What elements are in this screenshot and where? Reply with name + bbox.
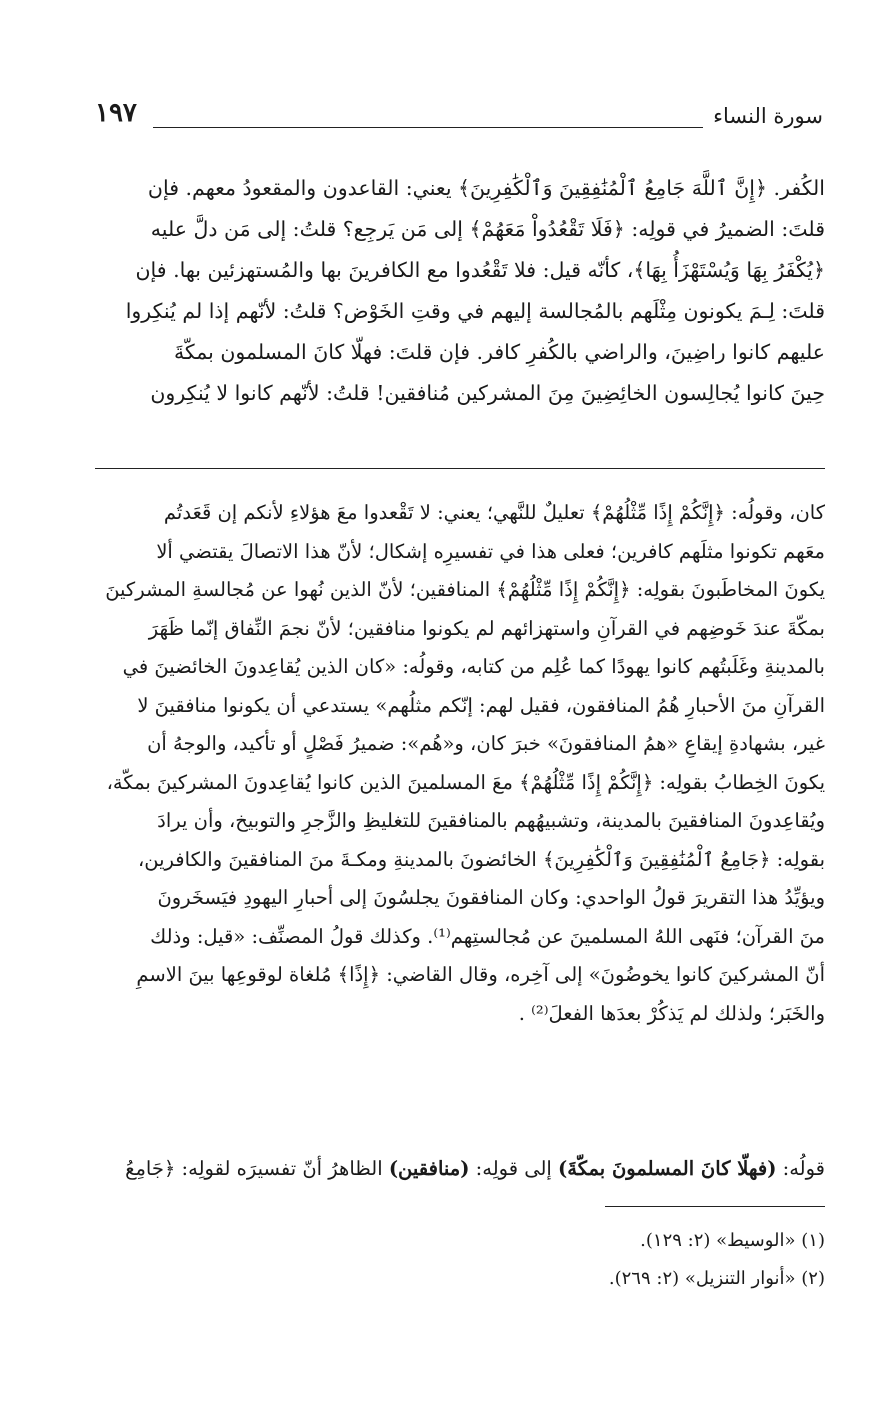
quoted-phrase: (فهلّا كانَ المسلمونَ بمكّةَ) xyxy=(558,1157,777,1180)
commentary-line: والخَبَر؛ ولذلك لم يَذكُرْ بعدَها الفعلَ⁽²⁾ . xyxy=(518,1001,825,1025)
commentary-paragraph-line xyxy=(95,1150,825,1188)
main-line: عليهم كانوا راضِينَ، والراضي بالكُفرِ كافر. فإن قلتَ: فهلّا كانَ المسلمون بمكّةَ xyxy=(173,340,825,364)
main-line: ﴿يُكْفَرُ بِهَا وَيُسْتَهْزَأُ بِهَا﴾، كأنّه قيل: فلا تَقْعُدوا مع الكافرينَ بها والمُستهزئين بها. فإن xyxy=(135,258,825,282)
footnote: (١) «الوسيط» (٢: ١٢٩). xyxy=(640,1230,825,1251)
commentary-line: القرآنِ منَ الأحبارِ هُمُ المنافقون، فقيل لهم: إنّكم مثلُهم» يستدعي أن يكونوا منافقينَ لا xyxy=(137,693,825,717)
commentary-continuation: الظاهرُ أنّ تفسيرَه لقولِه: ﴿جَامِعُ xyxy=(125,1157,389,1180)
commentary-line: بمكّةَ عندَ خَوضِهم في القرآنِ واستهزائهم لم يكونوا منافقين؛ لأنّ نجمَ النِّفاق إنّما ظَهَرَ xyxy=(148,616,825,640)
connector-text: إلى قولِه: xyxy=(469,1157,559,1180)
commentary-line: بقولِه: ﴿جَامِعُ ٱلْمُنَٰفِقِينَ وَٱلْكَٰفِرِينَ﴾ الخائضونَ بالمدينةِ ومكـةَ منَ المنافقينَ والكافرين، xyxy=(137,847,825,871)
commentary-line: يكونَ الخِطابُ بقولِه: ﴿إِنَّكُمْ إِذًا مِّثْلُهُمْ﴾ معَ المسلمينَ الذين كانوا يُقاعِدونَ المشركينَ بمكّة، xyxy=(106,770,825,794)
page-header xyxy=(95,98,823,148)
main-line: قلتَ: الضميرُ في قولِه: ﴿فَلَا تَقْعُدُواْ مَعَهُمْ﴾ إلى مَن يَرجِع؟ قلتُ: إلى مَن دلَّ عليه xyxy=(150,217,825,241)
quote-intro: قولُه: xyxy=(776,1157,825,1180)
footnote: (٢) «أنوار التنزيل» (٢: ٢٦٩). xyxy=(608,1268,825,1289)
main-line: الكُفر. ﴿إِنَّ ٱللَّهَ جَامِعُ ٱلْمُنَٰفِقِينَ وَٱلْكَٰفِرِينَ﴾ يعني: القاعدون والمقعودُ معهم. فإن xyxy=(147,176,825,200)
commentary-line: كان، وقولُه: ﴿إِنَّكُمْ إِذًا مِّثْلُهُمْ﴾ تعليلٌ للنَّهي؛ يعني: لا تَقْعدوا معَ هؤلاءِ لأنكم إن قَعَدتُم xyxy=(163,501,825,524)
commentary-line: ويؤيِّدُ هذا التقريرَ قولُ الواحدي: وكان المنافقونَ يجلسُونَ إلى أحبارِ اليهودِ فيَسخَرونَ xyxy=(157,886,825,909)
commentary-line: بالمدينةِ وغَلَبتُهم كانوا يهودًا كما عُلِم من كتابه، وقولُه: «كان الذين يُقاعِدونَ الخائضينَ في xyxy=(122,655,825,678)
commentary-line: غير، بشهادةِ إيقاعِ «همُ المنافقونَ» خبرَ كان، و«هُم»: ضميرُ فَصْلٍ أو تأكيد، والوجهُ أن xyxy=(147,732,825,755)
footnote-rule xyxy=(605,1206,825,1207)
main-line: حِينَ كانوا يُجالِسون الخائِضِينَ مِنَ المشركين مُنافقين! قلتُ: لأنّهم كانوا لا يُنكِرون xyxy=(150,381,825,405)
footnotes xyxy=(95,1222,825,1298)
commentary-line: يكونَ المخاطَبونَ بقولِه: ﴿إِنَّكُمْ إِذًا مِّثْلُهُمْ﴾ المنافقين؛ لأنّ الذين نُهوا عن مُجالسةِ المشركينَ xyxy=(105,578,825,601)
page-number: ١٩٧ xyxy=(95,98,137,128)
commentary-text xyxy=(95,494,825,1043)
commentary-line: أنّ المشركينَ كانوا يخوضُونَ» إلى آخِره، وقال القاضي: ﴿إِذًا﴾ مُلغاة لوقوعِها بينَ الاسمِ xyxy=(136,963,825,986)
quoted-phrase: (منافقين) xyxy=(388,1157,470,1180)
commentary-line: معَهم تكونوا مثلَهم كافرين؛ فعلى هذا في تفسيرِه إشكال؛ لأنّ هذا الاتصالَ يقتضي ألا xyxy=(156,539,825,563)
text-separator-rule xyxy=(95,468,825,469)
main-text xyxy=(95,168,825,414)
surah-title: سورة النساء xyxy=(713,104,823,128)
commentary-line: منَ القرآن؛ فنَهى اللهُ المسلمينَ عن مُجالستِهم⁽¹⁾. وكذلك قولُ المصنِّف: «قيل: وذلك xyxy=(150,924,825,948)
header-rule xyxy=(153,127,703,128)
commentary-line: ويُقاعِدونَ المنافقينَ بالمدينة، وتشبيهُهم بالمنافقينَ للتغليظِ والزَّجرِ والتوبيخ، وأن يرادَ xyxy=(157,809,825,832)
commentary-next-paragraph xyxy=(95,1150,825,1188)
main-line: قلتَ: لِـمَ يكونون مِثْلَهم بالمُجالسة إليهم في وقتِ الخَوْض؟ قلتُ: لأنّهم إذا لم يُنكِروا xyxy=(125,299,825,323)
